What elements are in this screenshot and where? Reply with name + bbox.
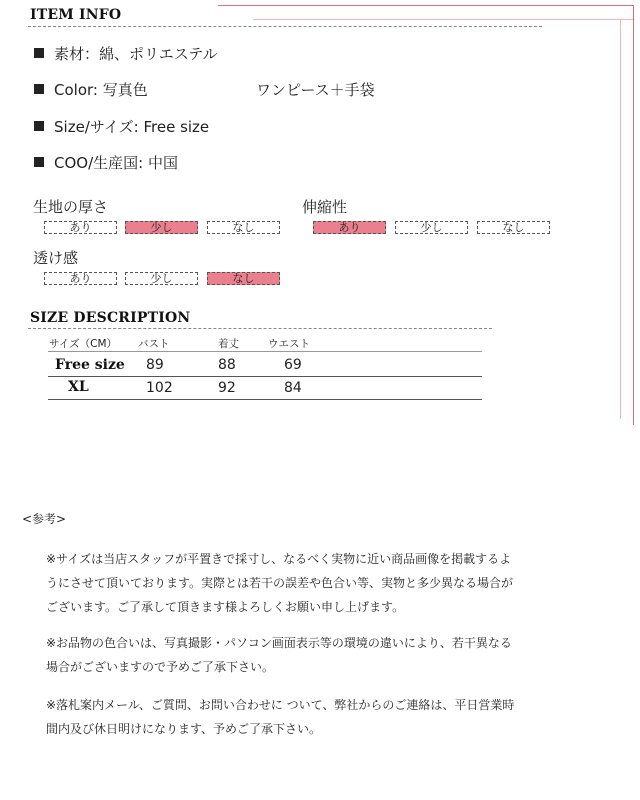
decorative-frame-line	[218, 5, 634, 6]
gauge-thickness-option: あり	[44, 221, 117, 234]
size-row-length: 92	[218, 380, 236, 396]
gauge-sheer-option: なし	[207, 272, 280, 285]
size-description-divider	[28, 328, 492, 329]
spec-coo-text: COO/生産国: 中国	[54, 154, 178, 172]
item-info-title: ITEM INFO	[30, 7, 122, 23]
note-line: ※お品物の色合いは、写真撮影・パソコン画面表示等の環境の違いにより、若干異なる	[46, 636, 512, 650]
spec-color-sub: ワンピース＋手袋	[256, 81, 375, 99]
size-header-bust: バスト	[138, 338, 170, 350]
item-info-divider	[28, 26, 542, 27]
decorative-frame-line	[253, 19, 634, 20]
bullet-square-icon	[34, 84, 44, 94]
size-row-divider	[48, 399, 482, 400]
reference-note	[46, 631, 566, 679]
spec-color	[34, 79, 375, 100]
gauge-stretch-option: あり	[313, 221, 386, 234]
note-line: ※落札案内メール、ご質問、お問い合わせに ついて、弊社からのご連絡は、平日営業時	[46, 698, 515, 712]
size-row-label: XL	[68, 379, 89, 395]
gauge-sheer-option: 少し	[125, 272, 198, 285]
size-header-size: サイズ（CM）	[49, 338, 118, 350]
gauge-stretch-option: 少し	[395, 221, 468, 234]
decorative-frame-line	[633, 5, 634, 425]
spec-coo	[34, 152, 178, 173]
size-row-bust: 102	[146, 380, 173, 396]
size-header-underline	[48, 351, 482, 352]
size-row-length: 88	[218, 357, 236, 373]
gauge-label-stretch: 伸縮性	[302, 198, 348, 216]
note-line: 間内及び休日明けになります、予めご了承下さい。	[46, 722, 322, 736]
size-header-length: 着丈	[218, 338, 239, 350]
gauge-sheer-option: あり	[44, 272, 117, 285]
spec-size-text: Size/サイズ: Free size	[54, 118, 210, 136]
reference-note	[46, 693, 566, 741]
reference-title: <参考>	[22, 512, 67, 526]
gauge-label-thickness: 生地の厚さ	[33, 198, 109, 216]
spec-color-text: Color: 写真色	[54, 81, 148, 99]
note-line: 場合がございますので予めご了承下さい。	[46, 660, 275, 674]
gauge-stretch-option: なし	[477, 221, 550, 234]
bullet-square-icon	[34, 157, 44, 167]
gauge-label-sheer: 透け感	[33, 249, 79, 267]
size-row-label: Free size	[55, 357, 125, 373]
size-header-waist: ウエスト	[268, 338, 310, 350]
spec-material-text: 素材：綿、ポリエステル	[54, 45, 218, 63]
decorative-frame-line	[620, 19, 621, 419]
size-description-title: SIZE DESCRIPTION	[30, 310, 191, 326]
note-line: うにさせて頂いております。実際とは若干の誤差や色合い等、実物と多少異なる場合が	[46, 576, 514, 590]
spec-size	[34, 116, 209, 137]
note-line: ございます。ご了承して頂きます様よろしくお願い申し上げます。	[46, 600, 405, 614]
gauge-thickness-option: なし	[207, 221, 280, 234]
gauge-thickness-option: 少し	[125, 221, 198, 234]
bullet-square-icon	[34, 121, 44, 131]
spec-material	[34, 43, 218, 64]
size-row-bust: 89	[146, 357, 164, 373]
reference-note	[46, 547, 566, 619]
size-row-divider	[48, 376, 482, 377]
bullet-square-icon	[34, 48, 44, 58]
size-row-waist: 84	[284, 380, 302, 396]
note-line: ※サイズは当店スタッフが平置きで採寸し、なるべく実物に近い商品画像を掲載するよ	[46, 552, 512, 566]
size-row-waist: 69	[284, 357, 302, 373]
